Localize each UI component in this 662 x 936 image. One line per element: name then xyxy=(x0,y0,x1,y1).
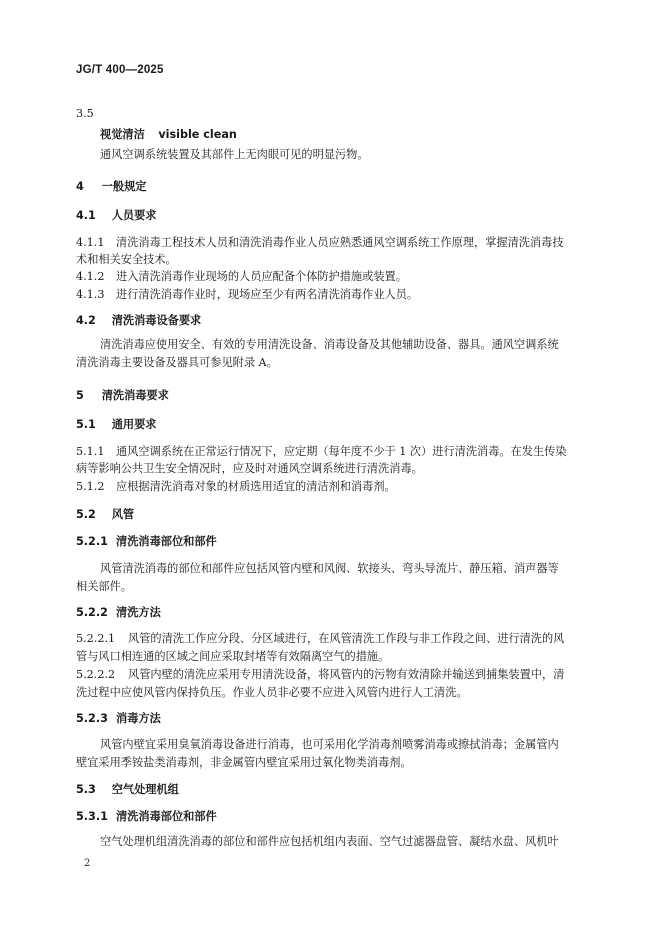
clause-4-1-3 xyxy=(76,288,418,302)
clause-5-2-2-2-line-1 xyxy=(76,668,564,682)
section-5-3-number: 5.3 xyxy=(76,783,96,796)
clause-5-2-3-number: 5.2.3 xyxy=(76,712,108,725)
clause-5-2-3-line-2: 壁宜采用季铵盐类消毒剂，非金属管内壁宜采用过氧化物类消毒剂。 xyxy=(76,756,412,769)
clause-4-1-2-text: 进入清洗消毒作业现场的人员应配备个体防护措施或装置。 xyxy=(116,270,407,283)
clause-5-2-2-2-line-2: 洗过程中应使风管内保持负压。作业人员非必要不应进入风管内进行人工清洗。 xyxy=(76,686,468,699)
clause-5-1-1-line-2: 病等影响公共卫生安全情况时，应及时对通风空调系统进行清洗消毒。 xyxy=(76,462,423,475)
section-5-1-heading xyxy=(76,418,157,432)
clause-4-1-3-number: 4.1.3 xyxy=(76,288,105,301)
section-5-heading xyxy=(76,389,169,403)
section-4-1-number: 4.1 xyxy=(76,209,96,222)
term-cn: 视觉清洁 xyxy=(100,128,145,141)
clause-5-2-2-1-number: 5.2.2.1 xyxy=(76,632,116,645)
clause-5-2-3-line-1: 风管内壁宜采用臭氧消毒设备进行消毒，也可采用化学消毒剂喷雾消毒或擦拭消毒；金属管内 xyxy=(100,738,559,751)
clause-5-2-2-1-text: 风管的清洗工作应分段、分区域进行，在风管清洗工作段与非工作段之间、进行清洗的风 xyxy=(128,632,565,645)
clause-5-2-1-line-2: 相关部件。 xyxy=(76,580,132,593)
clause-5-2-2-1-line-1 xyxy=(76,632,564,646)
section-4-1-title: 人员要求 xyxy=(111,209,157,222)
section-4-title: 一般规定 xyxy=(101,180,147,193)
clause-5-1-1-number: 5.1.1 xyxy=(76,445,105,458)
section-4-2-line-2: 清洗消毒主要设备及器具可参见附录 A。 xyxy=(76,356,278,369)
clause-5-2-1-number: 5.2.1 xyxy=(76,535,108,548)
clause-3-5-number: 3.5 xyxy=(76,107,94,120)
section-5-2-number: 5.2 xyxy=(76,508,96,521)
clause-5-3-1-number: 5.3.1 xyxy=(76,810,108,823)
standard-code-header: JG/T 400—2025 xyxy=(76,64,164,76)
clause-4-1-1-line-1 xyxy=(76,236,564,250)
section-4-2-line-1: 清洗消毒应使用安全、有效的专用清洗设备、消毒设备及其他辅助设备、器具。通风空调系统 xyxy=(100,338,559,351)
clause-5-2-2-heading xyxy=(76,606,161,620)
clause-5-2-2-1-line-2: 管与风口相连通的区域之间应采取封堵等有效隔离空气的措施。 xyxy=(76,650,390,663)
clause-5-3-1-title: 清洗消毒部位和部件 xyxy=(116,810,217,823)
clause-5-1-2-number: 5.1.2 xyxy=(76,480,105,493)
section-5-2-title: 风管 xyxy=(111,508,135,521)
section-5-1-title: 通用要求 xyxy=(111,418,157,431)
section-5-2-heading xyxy=(76,508,134,522)
term-definition: 通风空调系统装置及其部件上无肉眼可见的明显污物。 xyxy=(100,148,369,161)
page-number: 2 xyxy=(84,858,91,869)
clause-5-2-1-line-1: 风管清洗消毒的部位和部件应包括风管内壁和风阀、软接头、弯头导流片、静压箱、消声器等 xyxy=(100,562,559,575)
section-5-3-heading xyxy=(76,783,179,797)
clause-5-1-1-line-1 xyxy=(76,445,567,459)
clause-4-1-1-text: 清洗消毒工程技术人员和清洗消毒作业人员应熟悉通风空调系统工作原理，掌握清洗消毒技 xyxy=(116,236,564,249)
section-5-title: 清洗消毒要求 xyxy=(101,389,169,402)
clause-5-2-3-title: 消毒方法 xyxy=(116,712,161,725)
section-4-number: 4 xyxy=(76,180,84,193)
clause-5-2-2-number: 5.2.2 xyxy=(76,606,108,619)
clause-5-2-2-2-text: 风管内壁的清洗应采用专用清洗设备，将风管内的污物有效清除并输送到捕集装置中，清 xyxy=(128,668,565,681)
clause-4-1-2-number: 4.1.2 xyxy=(76,270,105,283)
section-4-2-number: 4.2 xyxy=(76,314,96,327)
clause-4-1-2 xyxy=(76,270,407,284)
clause-5-3-1-line-1: 空气处理机组清洗消毒的部位和部件应包括机组内表面、空气过滤器盘管、凝结水盘、风机叶 xyxy=(100,835,559,848)
clause-5-2-3-heading xyxy=(76,712,161,726)
section-4-heading xyxy=(76,180,146,194)
clause-5-2-2-2-number: 5.2.2.2 xyxy=(76,668,116,681)
section-5-number: 5 xyxy=(76,389,84,402)
clause-5-1-2-text: 应根据清洗消毒对象的材质选用适宜的清洁剂和消毒剂。 xyxy=(116,480,396,493)
clause-5-2-1-title: 清洗消毒部位和部件 xyxy=(116,535,217,548)
clause-5-1-2 xyxy=(76,480,396,494)
clause-5-2-2-title: 清洗方法 xyxy=(116,606,161,619)
term-heading xyxy=(100,128,237,142)
section-5-1-number: 5.1 xyxy=(76,418,96,431)
clause-5-1-1-text: 通风空调系统在正常运行情况下，应定期（每年度不少于 1 次）进行清洗消毒。在发生传染 xyxy=(116,445,567,458)
clause-5-3-1-heading xyxy=(76,810,217,824)
clause-5-2-1-heading xyxy=(76,535,217,549)
term-en: visible clean xyxy=(158,128,237,141)
clause-4-1-1-line-2: 术和相关安全技术。 xyxy=(76,253,177,266)
section-4-2-title: 清洗消毒设备要求 xyxy=(111,314,202,327)
section-5-3-title: 空气处理机组 xyxy=(111,783,179,796)
section-4-1-heading xyxy=(76,209,157,223)
clause-4-1-1-number: 4.1.1 xyxy=(76,236,105,249)
clause-4-1-3-text: 进行清洗消毒作业时，现场应至少有两名清洗消毒作业人员。 xyxy=(116,288,419,301)
section-4-2-heading xyxy=(76,314,201,328)
